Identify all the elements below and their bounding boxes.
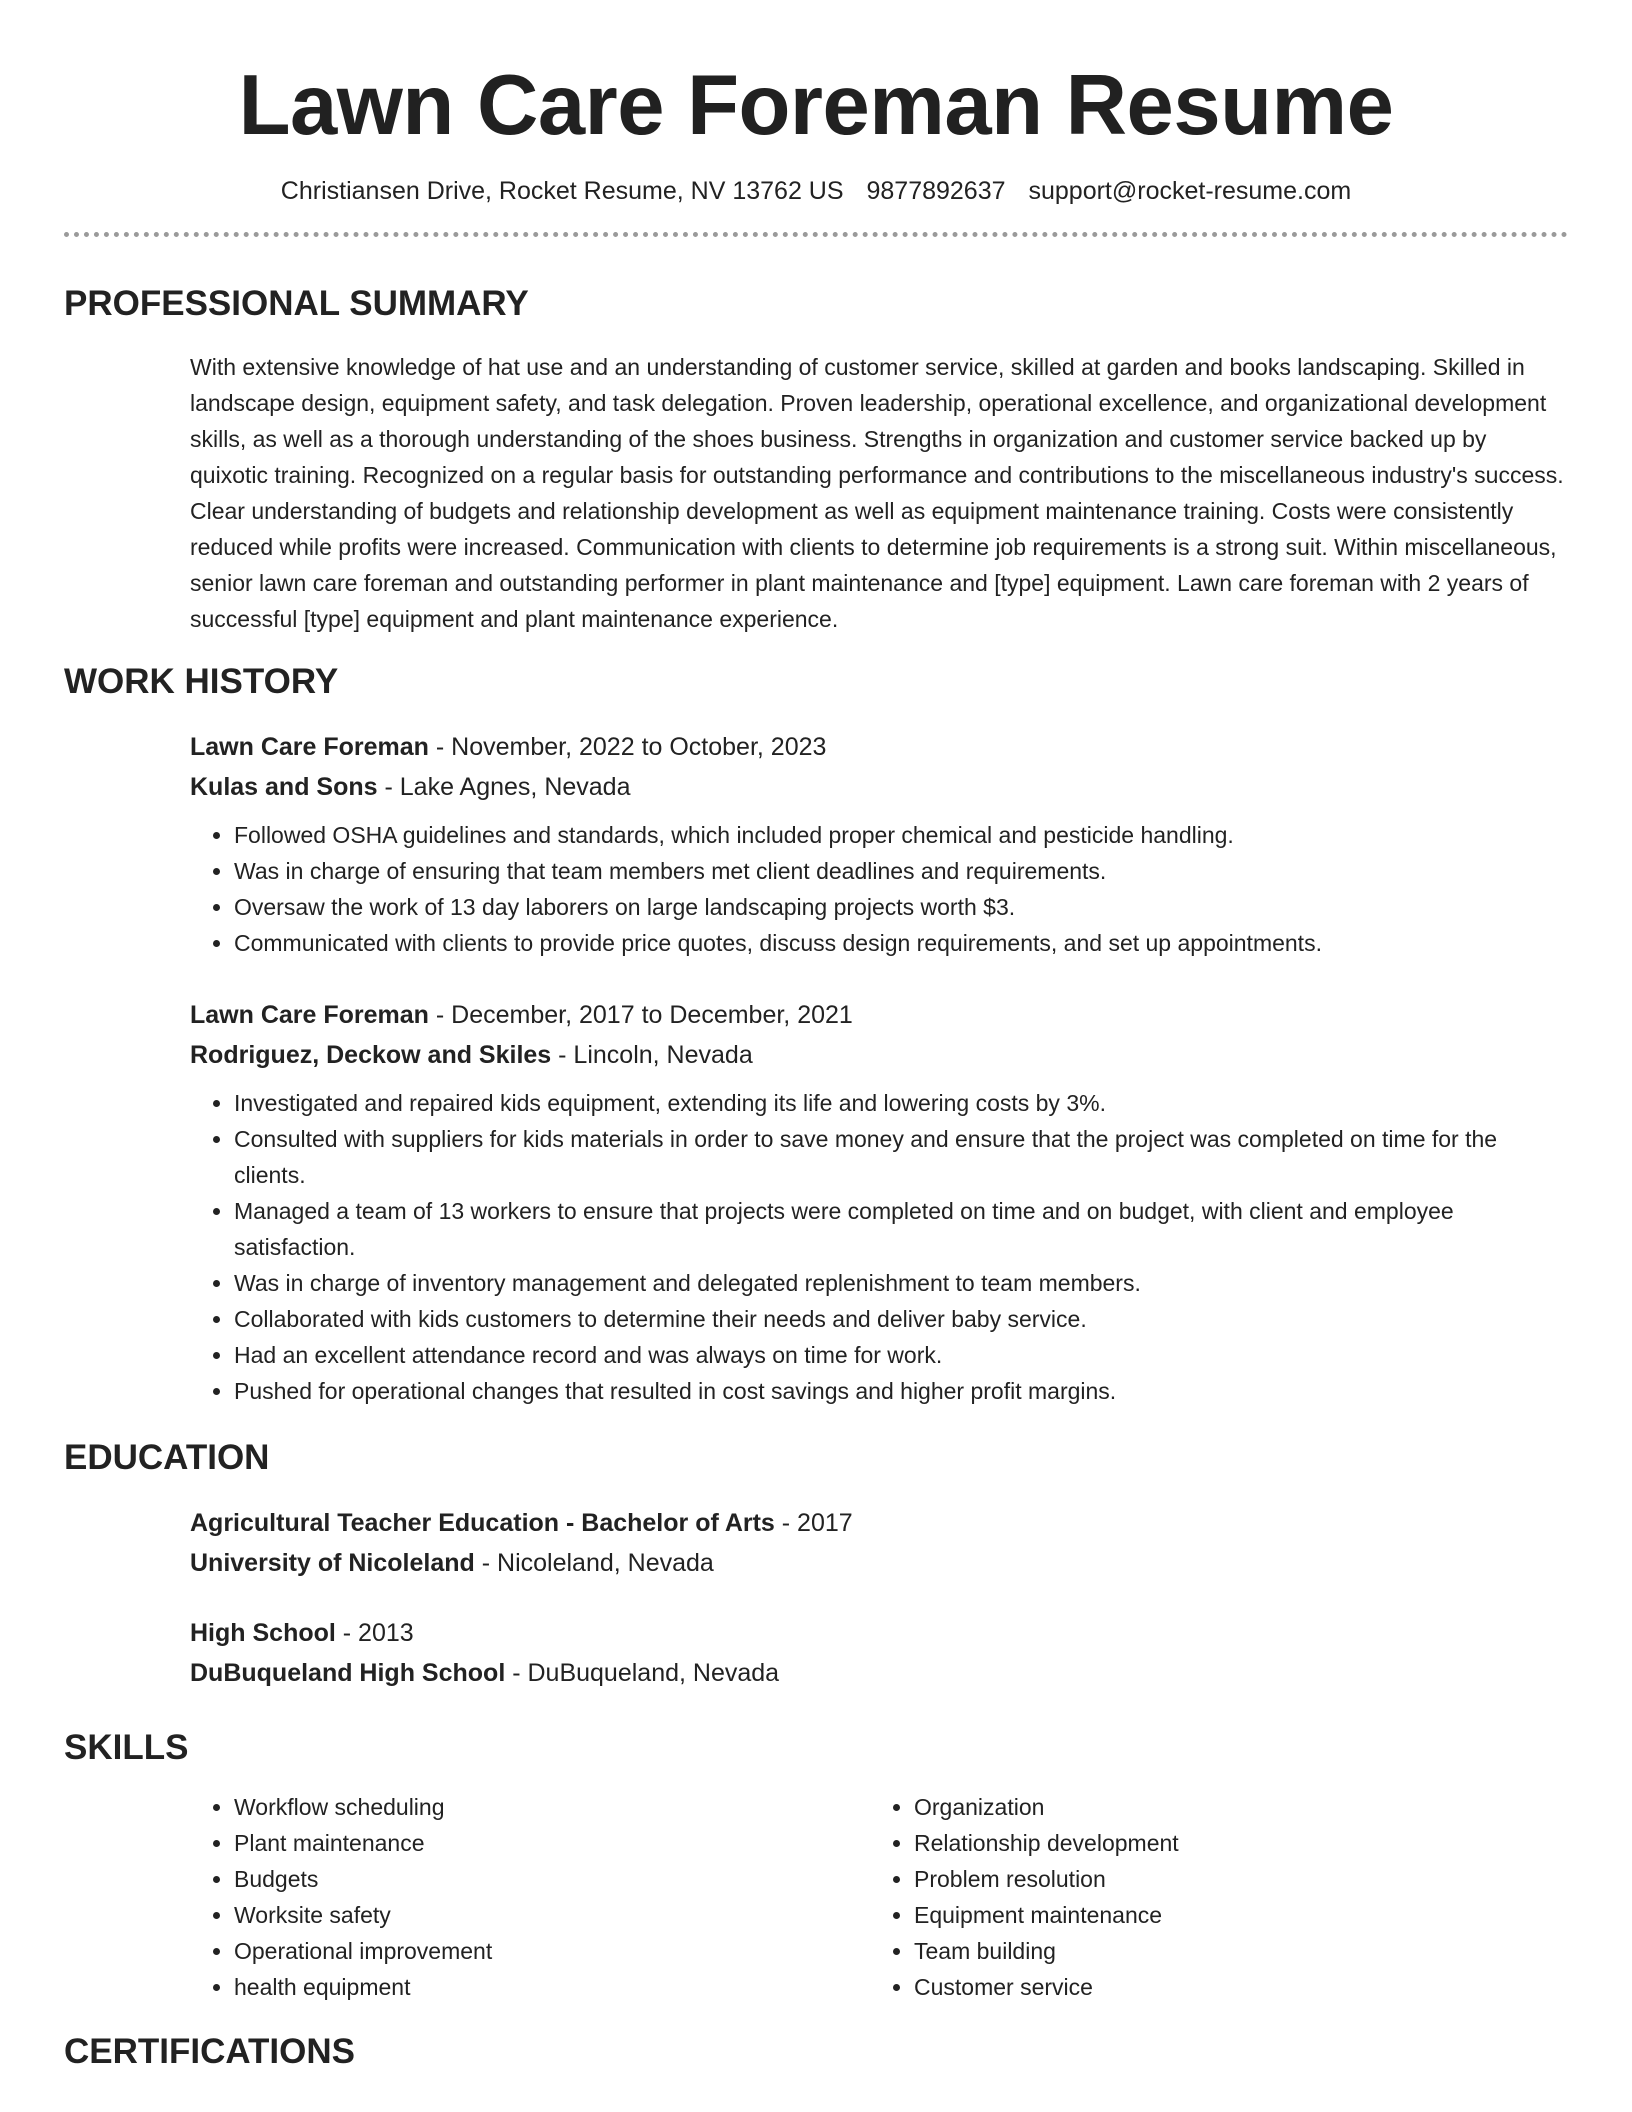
list-item: • Followed OSHA guidelines and standards, which included proper chemical and pesticide handling. [234, 817, 1568, 853]
skill-item: • Customer service [914, 1969, 1550, 2005]
skill-item: • Workflow scheduling [234, 1789, 870, 1825]
degree-line [190, 1503, 1568, 1543]
resume-page [64, 0, 1568, 2073]
education-heading: EDUCATION [64, 1438, 270, 1477]
school-line [190, 1653, 1568, 1693]
job-dates: - December, 2017 to December, 2021 [428, 1001, 853, 1029]
skill-item: • Operational improvement [234, 1933, 870, 1969]
contact-address: Christiansen Drive, Rocket Resume, NV 13762 US [280, 177, 844, 205]
school: University of Nicoleland [190, 1549, 475, 1577]
job-title: Lawn Care Foreman [190, 1001, 429, 1029]
job-title-line [190, 995, 1568, 1035]
skill-item: • Worksite safety [234, 1897, 870, 1933]
skills-column-left [190, 1789, 870, 2005]
contact-phone: 9877892637 [866, 177, 1006, 205]
list-item: • Oversaw the work of 13 day laborers on large landscaping projects worth $3. [234, 889, 1568, 925]
job-title: Lawn Care Foreman [190, 733, 429, 761]
skill-item: • Organization [914, 1789, 1550, 1825]
school-line [190, 1543, 1568, 1583]
job-company: Rodriguez, Deckow and Skiles [190, 1041, 552, 1069]
list-item: • Communicated with clients to provide price quotes, discuss design requirements, and set up appointments. [234, 925, 1568, 961]
list-item: • Investigated and repaired kids equipment, extending its life and lowering costs by 3%. [234, 1085, 1568, 1121]
skill-item: • Equipment maintenance [914, 1897, 1550, 1933]
list-item: • Was in charge of ensuring that team members met client deadlines and requirements. [234, 853, 1568, 889]
contact-email: support@rocket-resume.com [1028, 177, 1352, 205]
job-company-line [190, 767, 1568, 807]
summary-heading: PROFESSIONAL SUMMARY [64, 284, 529, 323]
certifications-heading: CERTIFICATIONS [64, 2032, 356, 2071]
degree-year: - 2013 [335, 1619, 414, 1647]
work-history-heading: WORK HISTORY [64, 662, 339, 701]
job-bullets [190, 1085, 1568, 1409]
list-item: • Managed a team of 13 workers to ensure that projects were completed on time and on budget, with client and employee satisfaction. [234, 1193, 1568, 1265]
job-dates: - November, 2022 to October, 2023 [428, 733, 827, 761]
resume-title: Lawn Care Foreman Resume [238, 58, 1394, 153]
education-entry [190, 1613, 1568, 1693]
header-divider [64, 232, 1568, 237]
job-entry [190, 727, 1568, 961]
job-entry [190, 995, 1568, 1409]
skills-grid [190, 1789, 1568, 2005]
job-company-line [190, 1035, 1568, 1075]
list-item: • Collaborated with kids customers to determine their needs and deliver baby service. [234, 1301, 1568, 1337]
skills-column-right [870, 1789, 1550, 2005]
school-location: - DuBuqueland, Nevada [505, 1659, 780, 1687]
job-location: - Lincoln, Nevada [551, 1041, 753, 1069]
skill-item: • health equipment [234, 1969, 870, 2005]
job-location: - Lake Agnes, Nevada [377, 773, 631, 801]
list-item: • Had an excellent attendance record and was always on time for work. [234, 1337, 1568, 1373]
school-location: - Nicoleland, Nevada [474, 1549, 714, 1577]
skills-heading: SKILLS [64, 1728, 189, 1767]
skill-item: • Problem resolution [914, 1861, 1550, 1897]
list-item: • Was in charge of inventory management and delegated replenishment to team members. [234, 1265, 1568, 1301]
school: DuBuqueland High School [190, 1659, 506, 1687]
degree: Agricultural Teacher Education - Bachelor of Arts [190, 1509, 775, 1537]
degree-line [190, 1613, 1568, 1653]
contact-line [64, 176, 1568, 206]
summary-text: With extensive knowledge of hat use and an understanding of customer service, skilled at garden and books landscaping. Skilled in landscape design, equipment safety, and task delegation. Proven leadership, operational excellence, and organizational development skills, as well as a thorough understanding of the shoes business. Strengths in organization and customer service backed up by quixotic training. Recognized on a regular basis for outstanding performance and contributions to the miscellaneous industry's success. Clear understanding of budgets and relationship development as well as equipment maintenance training. Costs were consistently reduced while profits were increased. Communication with clients to determine job requirements is a strong suit. Within miscellaneous, senior lawn care foreman and outstanding performer in plant maintenance and [type] equipment. Lawn care foreman with 2 years of successful [type] equipment and plant maintenance experience. [190, 354, 1564, 632]
education-entry [190, 1503, 1568, 1583]
skill-item: • Relationship development [914, 1825, 1550, 1861]
skill-item: • Team building [914, 1933, 1550, 1969]
list-item: • Consulted with suppliers for kids materials in order to save money and ensure that the project was completed on time for the clients. [234, 1121, 1568, 1193]
degree-year: - 2017 [774, 1509, 853, 1537]
degree: High School [190, 1619, 336, 1647]
job-bullets [190, 817, 1568, 961]
list-item: • Pushed for operational changes that resulted in cost savings and higher profit margins. [234, 1373, 1568, 1409]
skill-item: • Plant maintenance [234, 1825, 870, 1861]
job-title-line [190, 727, 1568, 767]
job-company: Kulas and Sons [190, 773, 378, 801]
skill-item: • Budgets [234, 1861, 870, 1897]
